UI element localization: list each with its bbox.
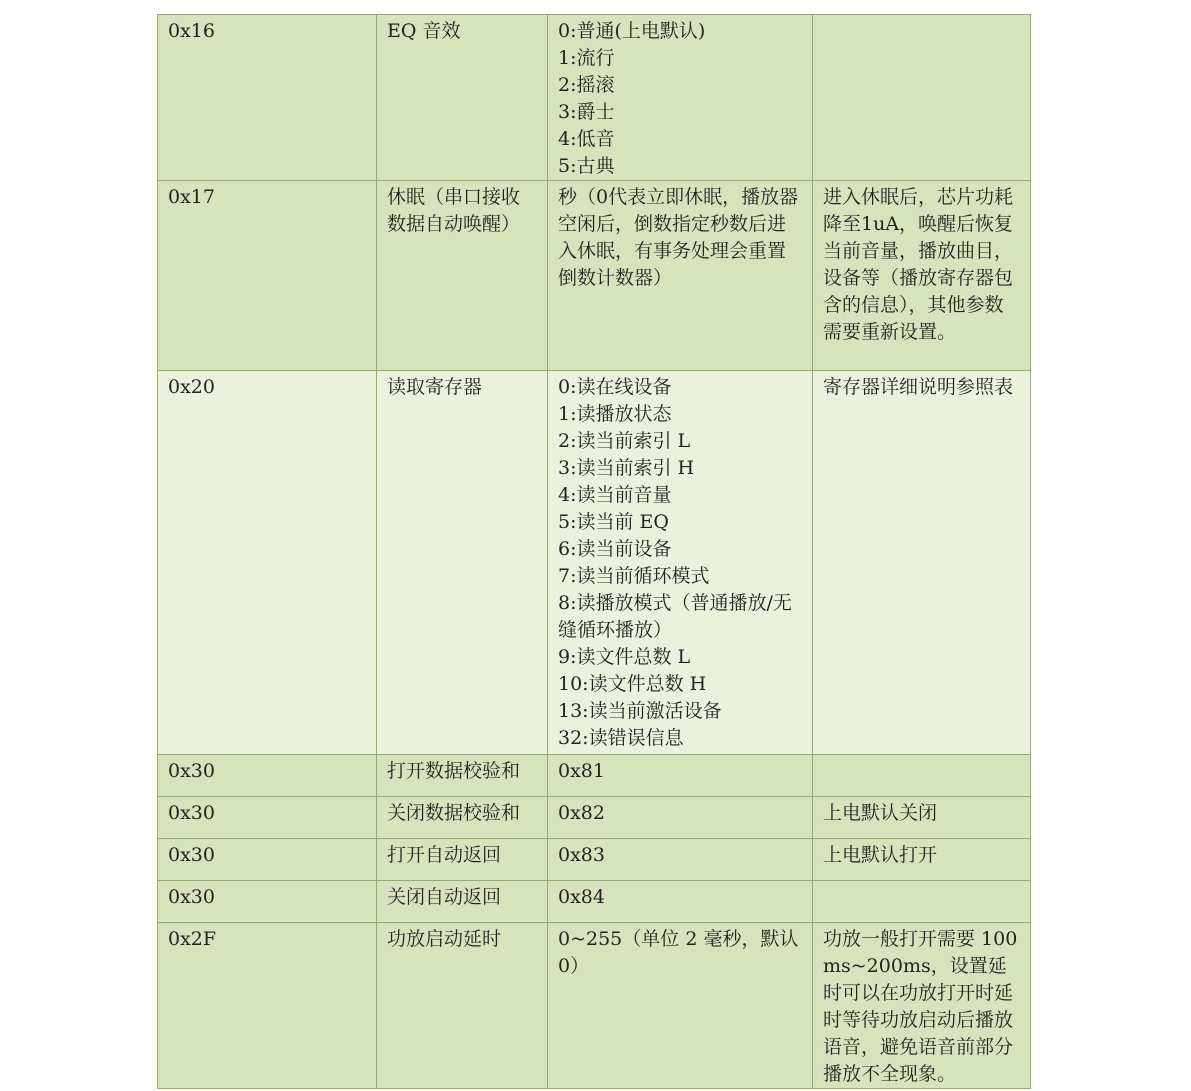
command-param-cell: 0x84 [548,881,813,923]
command-table [157,14,1031,1089]
command-code-cell: 0x30 [158,881,377,923]
command-param-cell: 0x81 [548,755,813,797]
table-row [158,923,1031,1089]
command-name-cell: 关闭自动返回 [377,881,548,923]
table-row [158,839,1031,881]
command-name-cell: 休眠（串口接收数据自动唤醒） [377,181,548,371]
command-name-cell: 打开数据校验和 [377,755,548,797]
command-note-cell: 功放一般打开需要 100ms~200ms，设置延时可以在功放打开时延时等待功放启动后播放语音，避免语音前部分播放不全现象。 [813,923,1031,1089]
command-code-cell: 0x20 [158,371,377,755]
table-row [158,797,1031,839]
command-code-cell: 0x30 [158,755,377,797]
command-code-cell: 0x30 [158,839,377,881]
command-param-cell: 0:普通(上电默认) 1:流行 2:摇滚 3:爵士 4:低音 5:古典 [548,15,813,181]
command-name-cell: 读取寄存器 [377,371,548,755]
command-note-cell: 上电默认关闭 [813,797,1031,839]
command-param-cell: 秒（0代表立即休眠，播放器空闲后，倒数指定秒数后进入休眠，有事务处理会重置倒数计数器） [548,181,813,371]
command-note-cell: 寄存器详细说明参照表 [813,371,1031,755]
table-row [158,881,1031,923]
command-note-cell [813,755,1031,797]
command-note-cell [813,15,1031,181]
command-note-cell: 上电默认打开 [813,839,1031,881]
table-row [158,15,1031,181]
command-name-cell: 功放启动延时 [377,923,548,1089]
command-note-cell: 进入休眠后，芯片功耗降至1uA，唤醒后恢复当前音量，播放曲目，设备等（播放寄存器包含的信息），其他参数需要重新设置。 [813,181,1031,371]
table-row [158,755,1031,797]
table-row [158,371,1031,755]
command-param-cell: 0x83 [548,839,813,881]
command-param-cell: 0~255（单位 2 毫秒，默认 0） [548,923,813,1089]
command-code-cell: 0x30 [158,797,377,839]
command-code-cell: 0x17 [158,181,377,371]
command-code-cell: 0x2F [158,923,377,1089]
command-code-cell: 0x16 [158,15,377,181]
command-name-cell: EQ 音效 [377,15,548,181]
command-param-cell: 0x82 [548,797,813,839]
command-name-cell: 打开自动返回 [377,839,548,881]
table-row [158,181,1031,371]
command-name-cell: 关闭数据校验和 [377,797,548,839]
command-param-cell: 0:读在线设备 1:读播放状态 2:读当前索引 L 3:读当前索引 H 4:读当前音量 5:读当前 EQ 6:读当前设备 7:读当前循环模式 8:读播放模式（普通播放/无缝循环播放） 9:读文件总数 L 10:读文件总数 H 13:读当前激活设备 32:读错误信息 [548,371,813,755]
command-note-cell [813,881,1031,923]
